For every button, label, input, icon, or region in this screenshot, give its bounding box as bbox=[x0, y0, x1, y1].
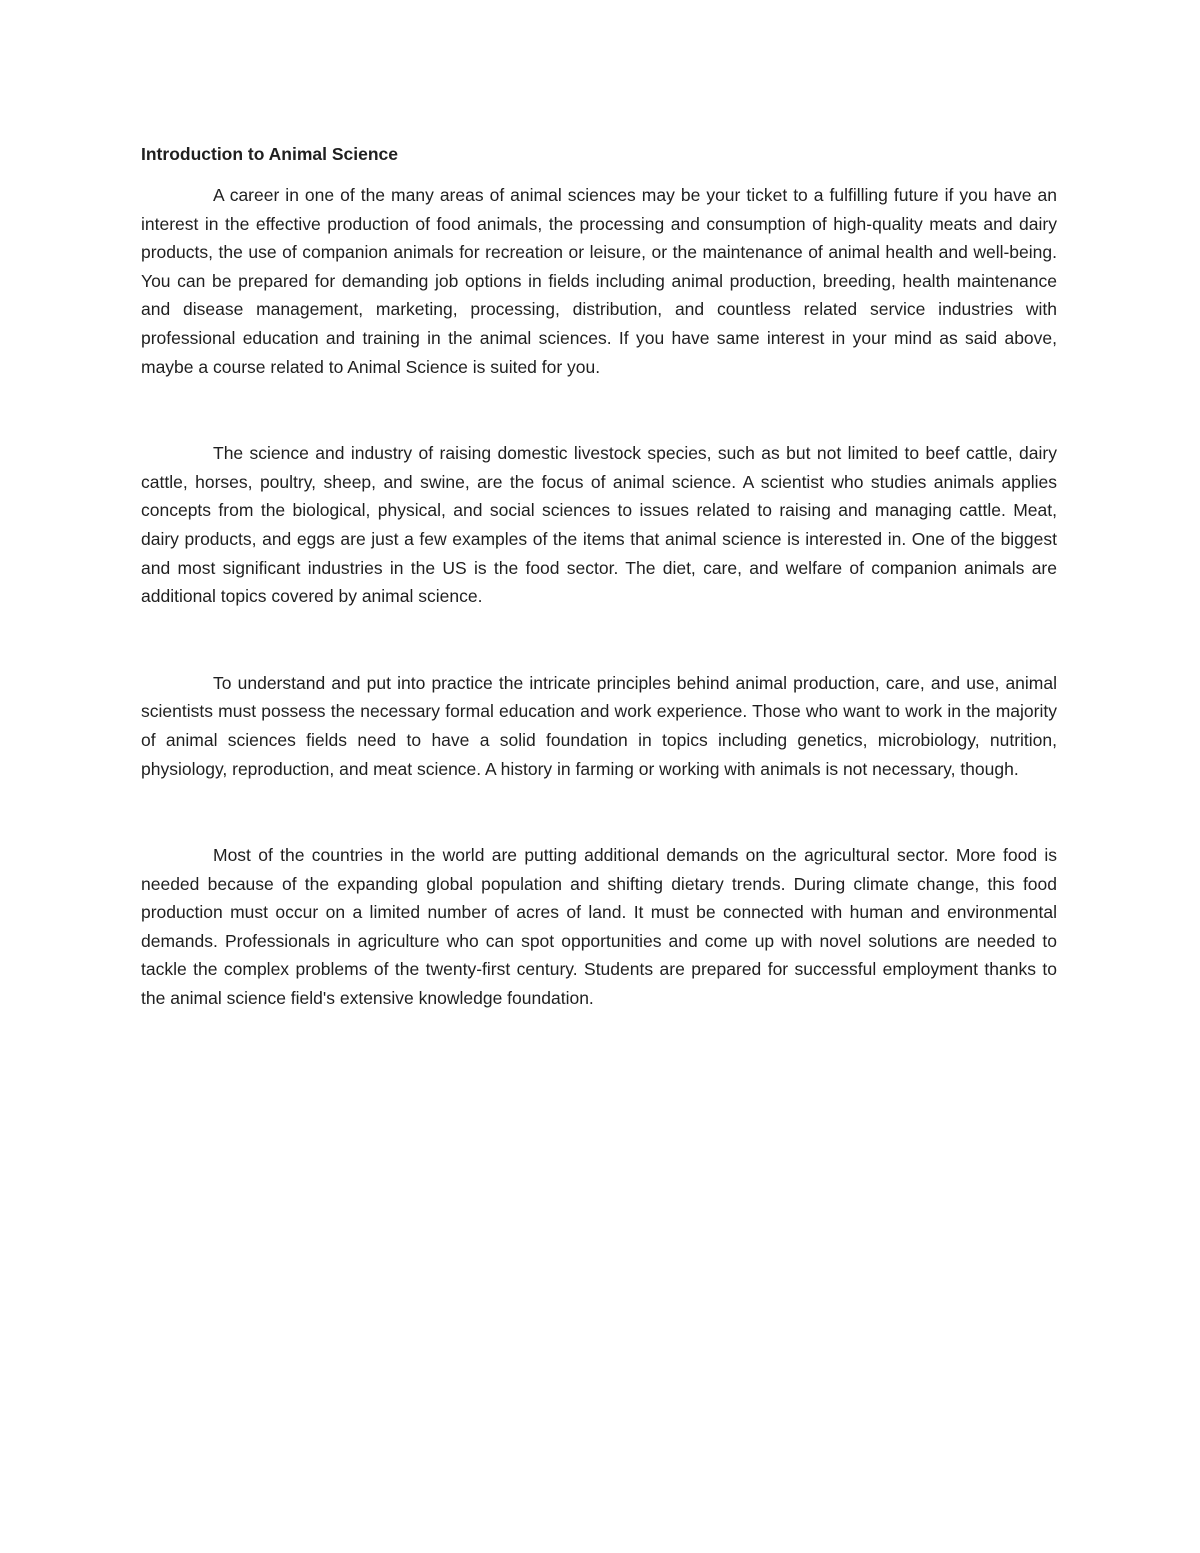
document-title: Introduction to Animal Science bbox=[141, 144, 399, 164]
document-body bbox=[141, 140, 1057, 1013]
paragraph-education: To understand and put into practice the intricate principles behind animal production, care, and use, animal scientists must possess the necessary formal education and work experience. Those who want to work in the majority of animal sciences fields need to have a solid foundation in topics including genetics, microbiology, nutrition, physiology, reproduction, and meat science. A history in farming or working with animals is not necessary, though. bbox=[141, 672, 1057, 779]
paragraph-agriculture: Most of the countries in the world are putting additional demands on the agricultural sector. More food is needed because of the expanding global population and shifting dietary trends. During climate change, this food production must occur on a limited number of acres of land. It must be connected with human and environmental demands. Professionals in agriculture who can spot opportunities and come up with novel solutions are needed to tackle the complex problems of the twenty-first century. Students are prepared for successful employment thanks to the animal science field's extensive knowledge foundation. bbox=[141, 845, 1057, 1009]
paragraph-industry: The science and industry of raising domestic livestock species, such as but not limited to beef cattle, dairy cattle, horses, poultry, sheep, and swine, are the focus of animal science. A scientist who studies animals applies concepts from the biological, physical, and social sciences to issues related to raising and managing cattle. Meat, dairy products, and eggs are just a few examples of the items that animal science is interested in. One of the biggest and most significant industries in the US is the food sector. The diet, care, and welfare of companion animals are additional topics covered by animal science. bbox=[141, 443, 1057, 607]
paragraph-career: A career in one of the many areas of animal sciences may be your ticket to a fulfilling future if you have an interest in the effective production of food animals, the processing and consumption of high-quality meats and dairy products, the use of companion animals for recreation or leisure, or the maintenance of animal health and well-being. You can be prepared for demanding job options in fields including animal production, breeding, health maintenance and disease management, marketing, processing, distribution, and countless related service industries with professional education and training in the animal sciences. If you have same interest in your mind as said above, maybe a course related to Animal Science is suited for you. bbox=[141, 185, 1057, 377]
